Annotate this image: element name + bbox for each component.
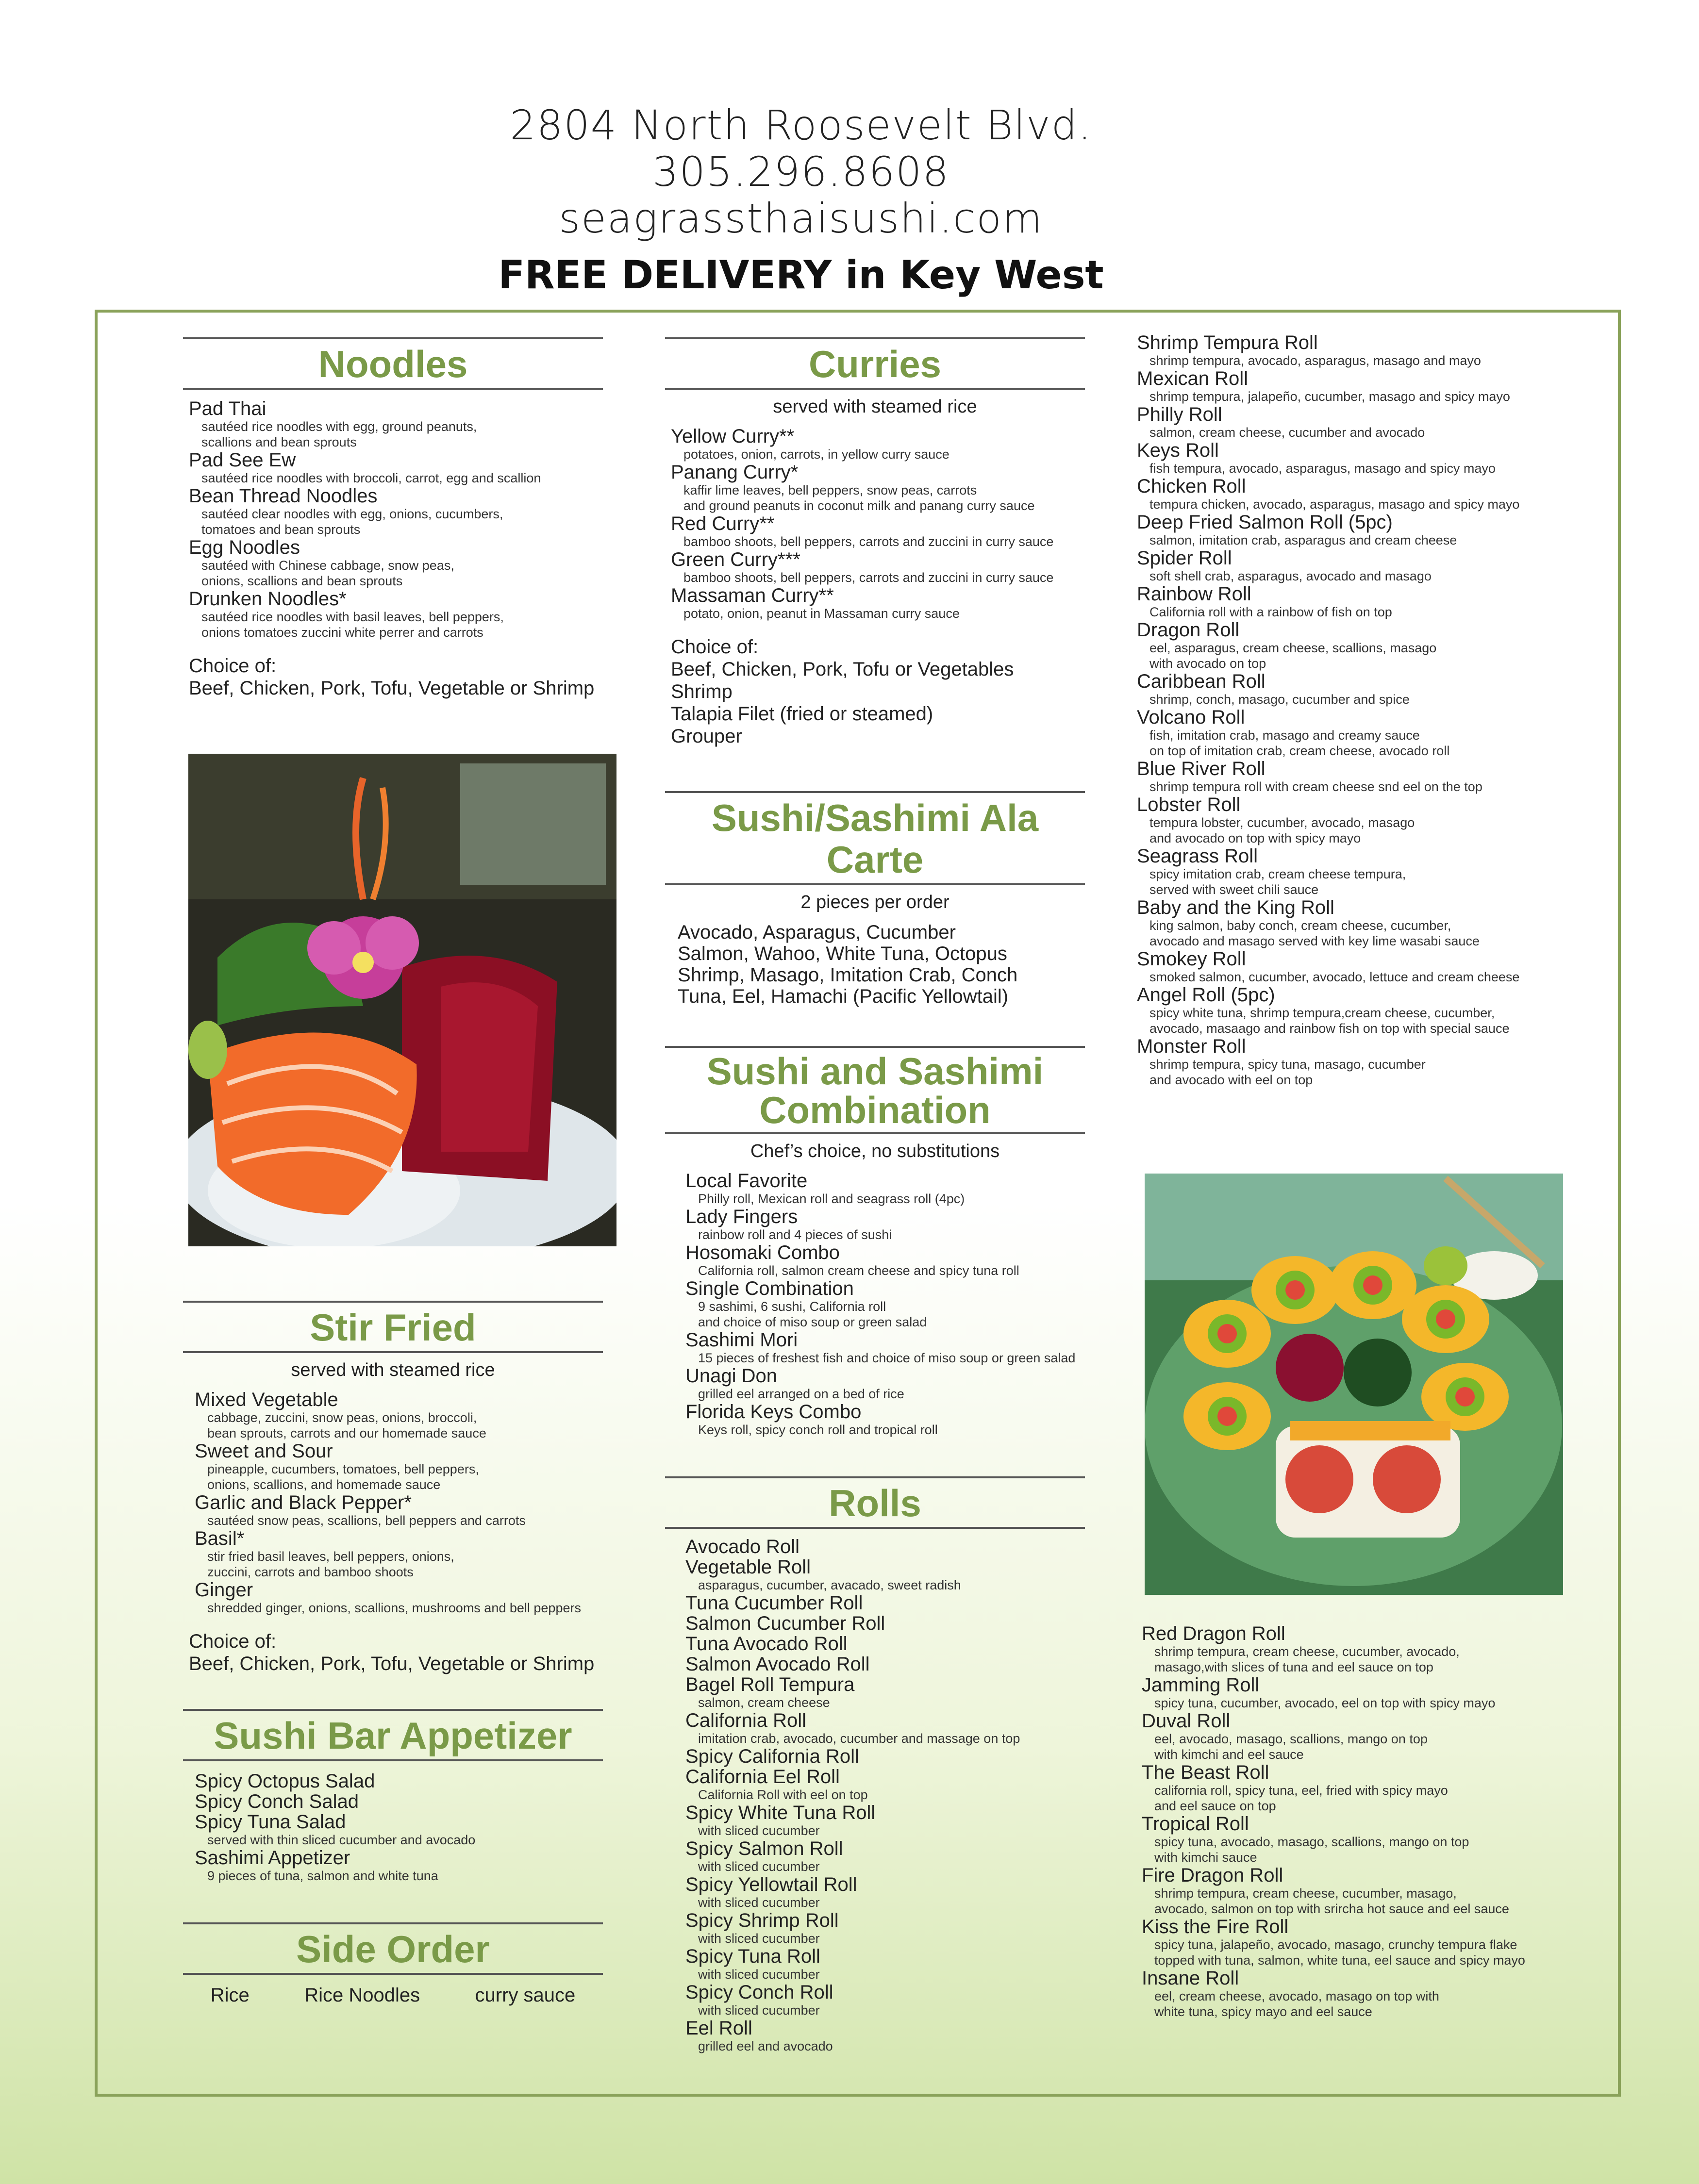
choice-options: Beef, Chicken, Pork, Tofu or Vegetables: [671, 659, 1014, 680]
menu-item: [1137, 759, 1568, 794]
menu-item: [1137, 620, 1568, 671]
menu-item: [685, 1803, 1085, 1838]
menu-item-name: Tuna Cucumber Roll: [685, 1592, 863, 1614]
menu-item-name: Garlic and Black Pepper*: [195, 1492, 412, 1513]
phone-number[interactable]: 305.296.8608: [652, 148, 949, 196]
menu-item-name: Keys Roll: [1137, 440, 1219, 461]
section-title-noodles: Noodles: [183, 337, 603, 390]
menu-item: [189, 486, 603, 537]
menu-item-name: Spicy Salmon Roll: [685, 1838, 843, 1859]
menu-item: [685, 1654, 1085, 1674]
menu-item-name: Massaman Curry**: [671, 585, 834, 606]
menu-item: [685, 1674, 1085, 1710]
side-order-item: curry sauce: [475, 1985, 576, 2006]
menu-item-description: cabbage, zuccini, snow peas, onions, broccoli, bean sprouts, carrots and our homemade sauce: [207, 1410, 486, 1440]
menu-item: [1137, 584, 1568, 620]
menu-item: [685, 1910, 1085, 1946]
menu-item-description: shrimp, conch, masago, cucumber and spice: [1149, 692, 1410, 707]
menu-item-name: Bagel Roll Tempura: [685, 1674, 855, 1695]
menu-item: [189, 537, 603, 589]
menu-item-name: Salmon Cucumber Roll: [685, 1613, 885, 1634]
menu-item-description: tempura chicken, avocado, asparagus, masago and spicy mayo: [1149, 497, 1520, 512]
menu-item-description: eel, cream cheese, avocado, masago on top with white tuna, spicy mayo and eel sauce: [1154, 1989, 1439, 2019]
menu-item-description: spicy tuna, avocado, masago, scallions, mango on top with kimchi sauce: [1154, 1835, 1469, 1865]
menu-item: [1142, 1814, 1573, 1865]
menu-item: [1142, 1711, 1573, 1762]
menu-item-description: salmon, cream cheese: [698, 1695, 830, 1710]
menu-item-description: potatoes, onion, carrots, in yellow curry sauce: [683, 447, 949, 462]
menu-item-name: Red Curry**: [671, 513, 775, 534]
menu-item: [671, 462, 1085, 513]
menu-item-description: eel, avocado, masago, scallions, mango on top with kimchi and eel sauce: [1154, 1732, 1428, 1762]
menu-item-description: california roll, spicy tuna, eel, fried with spicy mayo and eel sauce on top: [1154, 1783, 1448, 1813]
section-title-side-order: Side Order: [183, 1922, 603, 1975]
menu-item-description: grilled eel arranged on a bed of rice: [698, 1387, 904, 1401]
menu-item: [685, 1634, 1085, 1654]
menu-item: [1142, 1917, 1573, 1968]
menu-item: [189, 589, 603, 640]
combination-title-line: Combination: [759, 1089, 991, 1131]
side-order-item: Rice: [210, 1985, 250, 2006]
menu-item-name: Eel Roll: [685, 2018, 752, 2039]
menu-item-name: The Beast Roll: [1142, 1762, 1269, 1783]
ala-carte-line: Tuna, Eel, Hamachi (Pacific Yellowtail): [678, 986, 1009, 1007]
menu-item: [685, 1767, 1085, 1803]
menu-item-name: Blue River Roll: [1137, 758, 1266, 779]
menu-item: [195, 1771, 603, 1791]
menu-item-name: California Eel Roll: [685, 1766, 840, 1787]
menu-item-description: spicy white tuna, shrimp tempura,cream cheese, cucumber, avocado, masaago and rainbow fish on top with special sauce: [1149, 1006, 1510, 1036]
address: 2804 North Roosevelt Blvd.: [510, 101, 1092, 149]
menu-item-name: Vegetable Roll: [685, 1556, 811, 1578]
menu-item-description: rainbow roll and 4 pieces of sushi: [698, 1227, 892, 1242]
appetizer-list: [189, 1771, 603, 1884]
menu-item-description: grilled eel and avocado: [698, 2039, 833, 2053]
choice-options: Grouper: [671, 726, 742, 747]
combination-list: [680, 1171, 1085, 1438]
menu-item-name: Avocado Roll: [685, 1536, 800, 1557]
menu-item: [1137, 794, 1568, 846]
menu-item-name: Seagrass Roll: [1137, 845, 1258, 867]
menu-item-name: Unagi Don: [685, 1365, 778, 1387]
menu-item-name: Kiss the Fire Roll: [1142, 1916, 1289, 1937]
menu-item-name: Ginger: [195, 1579, 253, 1601]
menu-item: [685, 1207, 1085, 1242]
menu-item-description: soft shell crab, asparagus, avocado and masago: [1149, 569, 1432, 583]
menu-item-name: Deep Fried Salmon Roll (5pc): [1137, 512, 1393, 533]
ala-carte-subtitle: 2 pieces per order: [800, 892, 949, 912]
menu-item-description: with sliced cucumber: [698, 2003, 820, 2018]
menu-item: [685, 1242, 1085, 1278]
column-left: [183, 337, 603, 699]
rolls-list: [680, 1537, 1085, 2054]
menu-item-description: served with thin sliced cucumber and avocado: [207, 1833, 476, 1847]
menu-item-name: Red Dragon Roll: [1142, 1623, 1285, 1644]
menu-item-description: with sliced cucumber: [698, 1967, 820, 1982]
website-link[interactable]: seagrassthaisushi.com: [559, 195, 1043, 242]
ala-carte-line: Salmon, Wahoo, White Tuna, Octopus: [678, 943, 1007, 964]
menu-item: [189, 398, 603, 450]
special-rolls-list: [1136, 1623, 1573, 2019]
menu-item-name: Drunken Noodles*: [189, 588, 347, 610]
menu-item-description: king salmon, baby conch, cream cheese, cucumber, avocado and masago served with key lime wasabi sauce: [1149, 918, 1480, 948]
menu-item-description: spicy imitation crab, cream cheese tempura, served with sweet chili sauce: [1149, 867, 1406, 897]
menu-item: [1142, 1762, 1573, 1814]
menu-item-name: Mixed Vegetable: [195, 1389, 338, 1410]
menu-item-description: with sliced cucumber: [698, 1895, 820, 1910]
menu-item-name: Salmon Avocado Roll: [685, 1654, 870, 1675]
menu-item-description: bamboo shoots, bell peppers, carrots and zuccini in curry sauce: [683, 534, 1054, 549]
menu-item: [195, 1580, 603, 1616]
menu-item-name: Florida Keys Combo: [685, 1401, 862, 1423]
menu-item-name: Spicy California Roll: [685, 1746, 859, 1767]
menu-item: [1137, 512, 1568, 548]
menu-item-name: Spicy Tuna Roll: [685, 1946, 820, 1967]
menu-item: [671, 426, 1085, 462]
stir-fried-list: [189, 1390, 603, 1616]
rainbow-roll-photo: [1145, 1174, 1563, 1595]
menu-item-name: Dragon Roll: [1137, 619, 1240, 641]
menu-item: [1137, 548, 1568, 584]
curries-subtitle: served with steamed rice: [773, 397, 977, 417]
menu-item-name: Spicy Octopus Salad: [195, 1770, 375, 1792]
menu-item-name: Baby and the King Roll: [1137, 897, 1334, 918]
menu-item: [685, 1746, 1085, 1767]
menu-item-name: California Roll: [685, 1710, 806, 1731]
menu-item-name: Jamming Roll: [1142, 1674, 1260, 1696]
menu-item-name: Local Favorite: [685, 1170, 808, 1191]
menu-item-description: shrimp tempura, cream cheese, cucumber, masago, avocado, salmon on top with srircha hot sauce and eel sauce: [1154, 1886, 1509, 1916]
menu-item-name: Egg Noodles: [189, 537, 300, 558]
menu-item: [195, 1441, 603, 1492]
menu-item: [1137, 440, 1568, 476]
menu-item-description: California Roll with eel on top: [698, 1787, 868, 1802]
noodles-choice: [189, 655, 603, 699]
menu-item-description: stir fried basil leaves, bell peppers, onions, zuccini, carrots and bamboo shoots: [207, 1549, 454, 1579]
choice-label: Choice of:: [671, 636, 759, 658]
menu-item-description: with sliced cucumber: [698, 1859, 820, 1874]
menu-item-description: California roll with a rainbow of fish on top: [1149, 605, 1392, 619]
section-title-stir-fried: Stir Fried: [183, 1301, 603, 1353]
menu-item-name: Lady Fingers: [685, 1206, 798, 1227]
menu-item: [195, 1848, 603, 1884]
menu-item-description: salmon, imitation crab, asparagus and cream cheese: [1149, 533, 1457, 547]
menu-item: [195, 1791, 603, 1812]
menu-item-description: spicy tuna, cucumber, avocado, eel on top with spicy mayo: [1154, 1696, 1496, 1710]
column-left-lower: [183, 1301, 603, 2006]
menu-item: [685, 1171, 1085, 1207]
menu-item-description: sautéed rice noodles with broccoli, carrot, egg and scallion: [201, 471, 541, 485]
menu-item: [685, 1366, 1085, 1402]
menu-item-description: sautéed clear noodles with egg, onions, cucumbers, tomatoes and bean sprouts: [201, 507, 503, 537]
menu-item-name: Smokey Roll: [1137, 948, 1246, 970]
menu-item-description: smoked salmon, cucumber, avocado, lettuce and cream cheese: [1149, 970, 1520, 984]
menu-item-name: Tuna Avocado Roll: [685, 1633, 848, 1655]
sashimi-platter-photo: [188, 754, 616, 1246]
menu-item-description: salmon, cream cheese, cucumber and avocado: [1149, 425, 1425, 440]
menu-item-description: 9 pieces of tuna, salmon and white tuna: [207, 1869, 438, 1883]
combination-subtitle: Chef’s choice, no substitutions: [750, 1141, 1000, 1161]
menu-item: [1137, 949, 1568, 985]
menu-item-name: Spicy White Tuna Roll: [685, 1802, 876, 1823]
special-rolls-list: [1131, 332, 1568, 1088]
menu-item-description: shrimp tempura, cream cheese, cucumber, avocado, masago,with slices of tuna and eel sauce on top: [1154, 1644, 1460, 1674]
choice-label: Choice of:: [189, 1631, 277, 1652]
section-title-ala-carte: Sushi/Sashimi Ala Carte: [665, 791, 1085, 885]
noodles-list: [183, 398, 603, 640]
side-order-item: Rice Noodles: [304, 1985, 420, 2006]
menu-item: [1137, 985, 1568, 1036]
menu-item-description: 15 pieces of freshest fish and choice of miso soup or green salad: [698, 1351, 1076, 1365]
menu-item-description: imitation crab, avocado, cucumber and massage on top: [698, 1731, 1020, 1746]
menu-item-name: Bean Thread Noodles: [189, 485, 378, 507]
column-middle: [665, 337, 1085, 2054]
menu-item-description: with sliced cucumber: [698, 1931, 820, 1946]
menu-item: [1142, 1675, 1573, 1711]
menu-item: [685, 1946, 1085, 1982]
menu-item-name: Spicy Conch Salad: [195, 1791, 359, 1812]
section-title-combination: [665, 1046, 1085, 1134]
menu-item-description: bamboo shoots, bell peppers, carrots and zuccini in curry sauce: [683, 570, 1054, 585]
menu-item-description: Keys roll, spicy conch roll and tropical roll: [698, 1423, 938, 1437]
menu-item-description: asparagus, cucumber, avacado, sweet radish: [698, 1578, 961, 1592]
menu-item-name: Lobster Roll: [1137, 794, 1241, 815]
menu-item-description: with sliced cucumber: [698, 1823, 820, 1838]
menu-item-name: Duval Roll: [1142, 1710, 1231, 1732]
menu-item: [671, 549, 1085, 585]
menu-item-name: Philly Roll: [1137, 404, 1222, 425]
menu-item: [1137, 368, 1568, 404]
menu-item: [1137, 671, 1568, 707]
menu-item-name: Tropical Roll: [1142, 1813, 1249, 1835]
menu-item: [195, 1812, 603, 1848]
menu-item: [685, 1330, 1085, 1366]
menu-item: [195, 1390, 603, 1441]
menu-item-description: fish, imitation crab, masago and creamy sauce on top of imitation crab, cream cheese, avocado roll: [1149, 728, 1450, 758]
menu-item-name: Monster Roll: [1137, 1036, 1246, 1057]
menu-item-description: pineapple, cucumbers, tomatoes, bell peppers, onions, scallions, and homemade sauce: [207, 1462, 479, 1492]
menu-item: [1137, 476, 1568, 512]
menu-item-description: potato, onion, peanut in Massaman curry sauce: [683, 606, 960, 621]
choice-options: Shrimp: [671, 681, 733, 702]
menu-item-name: Green Curry***: [671, 549, 800, 570]
section-title-rolls: Rolls: [665, 1476, 1085, 1529]
menu-item-description: tempura lobster, cucumber, avocado, masago and avocado on top with spicy mayo: [1149, 815, 1415, 845]
menu-item-description: sautéed rice noodles with basil leaves, bell peppers, onions tomatoes zuccini white perrer and carrots: [201, 610, 504, 640]
menu-item-name: Hosomaki Combo: [685, 1242, 840, 1263]
column-right-lower: [1136, 1623, 1573, 2019]
menu-item: [685, 1874, 1085, 1910]
menu-item-description: 9 sashimi, 6 sushi, California roll and choice of miso soup or green salad: [698, 1299, 927, 1329]
choice-options: Talapia Filet (fried or steamed): [671, 703, 933, 725]
ala-carte-line: Avocado, Asparagus, Cucumber: [678, 922, 956, 943]
menu-item: [671, 513, 1085, 549]
menu-item-description: shrimp tempura, spicy tuna, masago, cucumber and avocado with eel on top: [1149, 1057, 1426, 1087]
menu-item-description: sautéed with Chinese cabbage, snow peas, onions, scallions and bean sprouts: [201, 558, 454, 588]
menu-item-description: eel, asparagus, cream cheese, scallions, masago with avocado on top: [1149, 641, 1437, 671]
menu-item-description: fish tempura, avocado, asparagus, masago and spicy mayo: [1149, 461, 1496, 476]
menu-item-name: Volcano Roll: [1137, 707, 1245, 728]
menu-item: [685, 2018, 1085, 2054]
stir-fried-choice: [189, 1630, 603, 1675]
menu-item: [1142, 1968, 1573, 2019]
menu-item-name: Chicken Roll: [1137, 476, 1246, 497]
combination-title-line: Sushi and Sashimi: [706, 1050, 1044, 1092]
menu-item: [195, 1528, 603, 1580]
menu-item-name: Sashimi Appetizer: [195, 1847, 350, 1869]
menu-item: [685, 1982, 1085, 2018]
menu-item-description: Philly roll, Mexican roll and seagrass roll (4pc): [698, 1191, 965, 1206]
choice-options: Beef, Chicken, Pork, Tofu, Vegetable or Shrimp: [189, 1653, 595, 1674]
menu-item-description: sautéed rice noodles with egg, ground peanuts, scallions and bean sprouts: [201, 419, 477, 449]
menu-item: [1142, 1865, 1573, 1917]
menu-item-name: Basil*: [195, 1528, 245, 1549]
menu-item-name: Panang Curry*: [671, 462, 799, 483]
menu-item: [1137, 1036, 1568, 1088]
curries-list: [665, 426, 1085, 621]
menu-item-name: Mexican Roll: [1137, 368, 1248, 389]
menu-item-name: Pad See Ew: [189, 449, 296, 471]
menu-item: [685, 1593, 1085, 1613]
menu-item-name: Yellow Curry**: [671, 426, 795, 447]
menu-item-name: Angel Roll (5pc): [1137, 984, 1275, 1006]
stir-fried-subtitle: served with steamed rice: [291, 1360, 495, 1380]
delivery-banner: FREE DELIVERY in Key West: [498, 252, 1104, 298]
choice-options: Beef, Chicken, Pork, Tofu, Vegetable or Shrimp: [189, 678, 595, 699]
menu-item: [685, 1710, 1085, 1746]
menu-item-name: Spicy Tuna Salad: [195, 1811, 346, 1833]
menu-item-description: shrimp tempura, jalapeño, cucumber, masago and spicy mayo: [1149, 389, 1510, 404]
menu-item-description: shrimp tempura, avocado, asparagus, masago and mayo: [1149, 353, 1481, 368]
header: [0, 102, 1602, 298]
ala-carte-line: Shrimp, Masago, Imitation Crab, Conch: [678, 964, 1018, 986]
menu-item-name: Caribbean Roll: [1137, 671, 1266, 692]
menu-item-name: Sweet and Sour: [195, 1440, 333, 1462]
menu-item-description: shrimp tempura roll with cream cheese snd eel on the top: [1149, 779, 1482, 794]
menu-item: [685, 1278, 1085, 1330]
choice-label: Choice of:: [189, 655, 277, 677]
menu-item-name: Single Combination: [685, 1278, 854, 1299]
menu-item-name: Pad Thai: [189, 398, 267, 419]
menu-item-name: Sashimi Mori: [685, 1329, 798, 1351]
menu-item-name: Spider Roll: [1137, 547, 1232, 569]
curries-choice: [671, 636, 1085, 747]
menu-item-description: California roll, salmon cream cheese and spicy tuna roll: [698, 1263, 1019, 1278]
menu-item: [1142, 1623, 1573, 1675]
menu-item-name: Shrimp Tempura Roll: [1137, 332, 1318, 353]
menu-item: [1137, 404, 1568, 440]
menu-item-description: sautéed snow peas, scallions, bell peppers and carrots: [207, 1513, 526, 1528]
menu-item-name: Spicy Conch Roll: [685, 1982, 833, 2003]
menu-item: [1137, 846, 1568, 897]
menu-item: [1137, 707, 1568, 759]
menu-item: [685, 1402, 1085, 1438]
menu-item: [685, 1537, 1085, 1557]
menu-item-description: kaffir lime leaves, bell peppers, snow peas, carrots and ground peanuts in coconut milk and panang curry sauce: [683, 483, 1035, 513]
menu-item: [685, 1613, 1085, 1634]
menu-item-description: shredded ginger, onions, scallions, mushrooms and bell peppers: [207, 1601, 581, 1615]
menu-item: [685, 1557, 1085, 1593]
menu-item: [671, 585, 1085, 621]
section-title-curries: Curries: [665, 337, 1085, 390]
section-title-sushi-bar-appetizer: Sushi Bar Appetizer: [183, 1709, 603, 1761]
menu-item: [189, 450, 603, 486]
menu-item: [1137, 897, 1568, 949]
menu-item-name: Fire Dragon Roll: [1142, 1865, 1283, 1886]
menu-item-name: Spicy Shrimp Roll: [685, 1910, 839, 1931]
menu-item-name: Spicy Yellowtail Roll: [685, 1874, 857, 1895]
menu-item-name: Rainbow Roll: [1137, 583, 1251, 605]
side-order-list: [183, 1985, 603, 2006]
menu-item-name: Insane Roll: [1142, 1968, 1239, 1989]
menu-item-description: spicy tuna, jalapeño, avocado, masago, crunchy tempura flake topped with tuna, salmon, white tuna, eel sauce and spicy mayo: [1154, 1937, 1525, 1968]
menu-item: [195, 1492, 603, 1528]
ala-carte-list: [672, 922, 1085, 1007]
menu-item: [1137, 332, 1568, 368]
column-right: [1131, 332, 1568, 1088]
menu-item: [685, 1838, 1085, 1874]
